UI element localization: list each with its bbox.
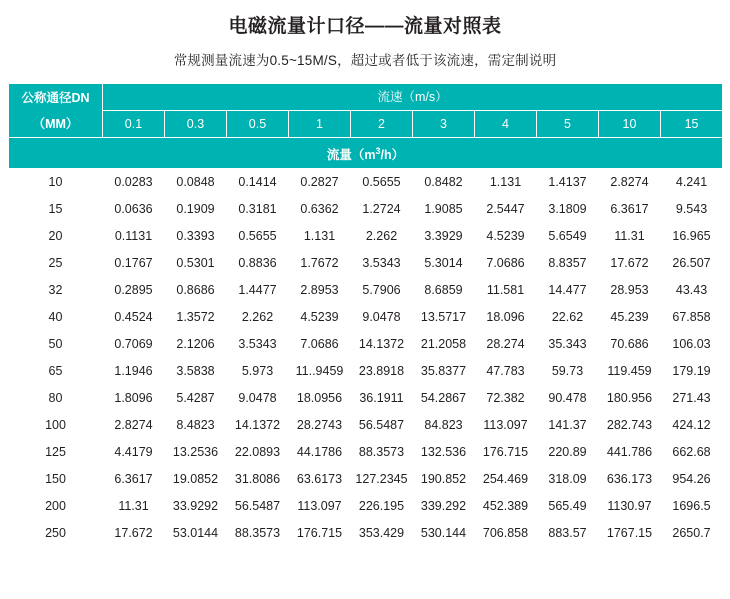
- table-row: [9, 169, 723, 196]
- cell-flow: 7.0686: [475, 250, 537, 277]
- cell-flow: 47.783: [475, 358, 537, 385]
- cell-flow: 706.858: [475, 520, 537, 547]
- cell-flow: 1.9085: [413, 196, 475, 223]
- cell-flow: 88.3573: [227, 520, 289, 547]
- header-speed-value: 5: [537, 111, 599, 138]
- cell-flow: 2.8274: [103, 412, 165, 439]
- cell-flow: 9.0478: [351, 304, 413, 331]
- cell-flow: 1696.5: [661, 493, 723, 520]
- cell-flow: 190.852: [413, 466, 475, 493]
- cell-flow: 22.0893: [227, 439, 289, 466]
- table-row: [9, 439, 723, 466]
- cell-flow: 113.097: [289, 493, 351, 520]
- cell-flow: 0.3181: [227, 196, 289, 223]
- cell-flow: 0.1909: [165, 196, 227, 223]
- cell-flow: 5.6549: [537, 223, 599, 250]
- cell-flow: 1.1946: [103, 358, 165, 385]
- cell-dn: 250: [9, 520, 103, 547]
- cell-dn: 150: [9, 466, 103, 493]
- cell-flow: 353.429: [351, 520, 413, 547]
- table-row: [9, 385, 723, 412]
- flow-unit-sup: 3: [375, 146, 381, 156]
- cell-flow: 424.12: [661, 412, 723, 439]
- header-speed-value: 10: [599, 111, 661, 138]
- cell-flow: 7.0686: [289, 331, 351, 358]
- header-dn-line2: （MM）: [32, 116, 79, 131]
- cell-flow: 254.469: [475, 466, 537, 493]
- cell-flow: 119.459: [599, 358, 661, 385]
- cell-flow: 2.1206: [165, 331, 227, 358]
- cell-flow: 2.8953: [289, 277, 351, 304]
- cell-flow: 2.8274: [599, 169, 661, 196]
- flow-unit-prefix: 流量（m: [326, 148, 376, 163]
- cell-dn: 10: [9, 169, 103, 196]
- cell-flow: 18.0956: [289, 385, 351, 412]
- cell-flow: 441.786: [599, 439, 661, 466]
- header-cell-speed: 流速（m/s）: [103, 84, 723, 111]
- cell-flow: 9.543: [661, 196, 723, 223]
- cell-flow: 14.1372: [351, 331, 413, 358]
- cell-flow: 0.5301: [165, 250, 227, 277]
- cell-flow: 176.715: [289, 520, 351, 547]
- cell-flow: 1.8096: [103, 385, 165, 412]
- cell-flow: 1767.15: [599, 520, 661, 547]
- table-row: [9, 412, 723, 439]
- cell-flow: 3.5343: [351, 250, 413, 277]
- cell-dn: 25: [9, 250, 103, 277]
- cell-flow: 3.5343: [227, 331, 289, 358]
- cell-flow: 2650.7: [661, 520, 723, 547]
- cell-flow: 35.343: [537, 331, 599, 358]
- page-title: 电磁流量计口径——流量对照表: [228, 16, 502, 37]
- cell-flow: 21.2058: [413, 331, 475, 358]
- cell-flow: 0.0283: [103, 169, 165, 196]
- cell-flow: 45.239: [599, 304, 661, 331]
- cell-flow: 179.19: [661, 358, 723, 385]
- cell-flow: 2.5447: [475, 196, 537, 223]
- header-speed-value: 0.5: [227, 111, 289, 138]
- cell-flow: 339.292: [413, 493, 475, 520]
- cell-flow: 0.5655: [227, 223, 289, 250]
- cell-flow: 0.1767: [103, 250, 165, 277]
- cell-flow: 23.8918: [351, 358, 413, 385]
- cell-flow: 59.73: [537, 358, 599, 385]
- cell-flow: 282.743: [599, 412, 661, 439]
- cell-flow: 28.2743: [289, 412, 351, 439]
- cell-flow: 220.89: [537, 439, 599, 466]
- cell-flow: 0.6362: [289, 196, 351, 223]
- cell-flow: 72.382: [475, 385, 537, 412]
- cell-flow: 141.37: [537, 412, 599, 439]
- cell-flow: 56.5487: [227, 493, 289, 520]
- cell-flow: 0.4524: [103, 304, 165, 331]
- header-speed-value: 3: [413, 111, 475, 138]
- header-cell-flow-unit: [9, 138, 723, 169]
- cell-dn: 65: [9, 358, 103, 385]
- cell-flow: 0.2895: [103, 277, 165, 304]
- cell-flow: 17.672: [599, 250, 661, 277]
- cell-flow: 4.5239: [475, 223, 537, 250]
- cell-flow: 1.131: [289, 223, 351, 250]
- cell-dn: 32: [9, 277, 103, 304]
- cell-flow: 0.0636: [103, 196, 165, 223]
- cell-dn: 15: [9, 196, 103, 223]
- cell-flow: 14.477: [537, 277, 599, 304]
- cell-flow: 132.536: [413, 439, 475, 466]
- cell-flow: 4.5239: [289, 304, 351, 331]
- cell-flow: 1.7672: [289, 250, 351, 277]
- cell-flow: 22.62: [537, 304, 599, 331]
- cell-flow: 1.3572: [165, 304, 227, 331]
- cell-flow: 6.3617: [599, 196, 661, 223]
- header-speed-value: 4: [475, 111, 537, 138]
- cell-flow: 31.8086: [227, 466, 289, 493]
- cell-flow: 11.31: [599, 223, 661, 250]
- table-row: [9, 196, 723, 223]
- cell-flow: 271.43: [661, 385, 723, 412]
- table-row: [9, 358, 723, 385]
- table-row: [9, 277, 723, 304]
- header-dn-line1: 公称通径DN: [21, 90, 90, 105]
- header-speed-value: 0.3: [165, 111, 227, 138]
- cell-dn: 125: [9, 439, 103, 466]
- cell-flow: 127.2345: [351, 466, 413, 493]
- header-row-flow-unit: [9, 138, 723, 169]
- cell-flow: 0.2827: [289, 169, 351, 196]
- table-row: [9, 466, 723, 493]
- cell-flow: 3.1809: [537, 196, 599, 223]
- cell-flow: 9.0478: [227, 385, 289, 412]
- table-row: [9, 520, 723, 547]
- cell-dn: 80: [9, 385, 103, 412]
- flow-unit-suffix: /h）: [380, 148, 405, 163]
- cell-flow: 14.1372: [227, 412, 289, 439]
- cell-flow: 318.09: [537, 466, 599, 493]
- cell-flow: 8.4823: [165, 412, 227, 439]
- header-speed-value: 15: [661, 111, 723, 138]
- cell-flow: 11..9459: [289, 358, 351, 385]
- cell-flow: 176.715: [475, 439, 537, 466]
- cell-flow: 67.858: [661, 304, 723, 331]
- cell-flow: 662.68: [661, 439, 723, 466]
- cell-flow: 1.2724: [351, 196, 413, 223]
- cell-flow: 2.262: [227, 304, 289, 331]
- cell-flow: 3.3929: [413, 223, 475, 250]
- cell-flow: 28.953: [599, 277, 661, 304]
- cell-flow: 5.3014: [413, 250, 475, 277]
- cell-flow: 36.1911: [351, 385, 413, 412]
- cell-flow: 5.7906: [351, 277, 413, 304]
- cell-flow: 0.0848: [165, 169, 227, 196]
- cell-flow: 0.8482: [413, 169, 475, 196]
- cell-dn: 200: [9, 493, 103, 520]
- cell-flow: 0.8836: [227, 250, 289, 277]
- cell-flow: 5.4287: [165, 385, 227, 412]
- header-speed-value: 0.1: [103, 111, 165, 138]
- cell-flow: 33.9292: [165, 493, 227, 520]
- cell-flow: 883.57: [537, 520, 599, 547]
- table-header: [9, 84, 723, 169]
- cell-flow: 636.173: [599, 466, 661, 493]
- table-row: [9, 250, 723, 277]
- cell-flow: 84.823: [413, 412, 475, 439]
- cell-flow: 5.973: [227, 358, 289, 385]
- cell-flow: 63.6173: [289, 466, 351, 493]
- cell-flow: 452.389: [475, 493, 537, 520]
- header-speed-value: 2: [351, 111, 413, 138]
- cell-flow: 35.8377: [413, 358, 475, 385]
- cell-flow: 226.195: [351, 493, 413, 520]
- cell-flow: 53.0144: [165, 520, 227, 547]
- cell-dn: 20: [9, 223, 103, 250]
- cell-flow: 530.144: [413, 520, 475, 547]
- cell-flow: 11.581: [475, 277, 537, 304]
- cell-flow: 1.4137: [537, 169, 599, 196]
- page-subtitle: 常规测量流速为0.5~15M/S，超过或者低于该流速，需定制说明: [173, 53, 557, 68]
- cell-flow: 17.672: [103, 520, 165, 547]
- header-row-speed: [9, 84, 723, 111]
- cell-flow: 0.1414: [227, 169, 289, 196]
- cell-flow: 0.7069: [103, 331, 165, 358]
- cell-flow: 11.31: [103, 493, 165, 520]
- cell-flow: 0.1131: [103, 223, 165, 250]
- cell-flow: 56.5487: [351, 412, 413, 439]
- cell-flow: 1130.97: [599, 493, 661, 520]
- cell-flow: 6.3617: [103, 466, 165, 493]
- cell-dn: 50: [9, 331, 103, 358]
- cell-flow: 106.03: [661, 331, 723, 358]
- cell-flow: 0.5655: [351, 169, 413, 196]
- page-root: [0, 11, 730, 599]
- cell-flow: 3.5838: [165, 358, 227, 385]
- flow-comparison-table: [8, 83, 723, 547]
- table-row: [9, 493, 723, 520]
- cell-flow: 70.686: [599, 331, 661, 358]
- cell-flow: 4.4179: [103, 439, 165, 466]
- cell-flow: 44.1786: [289, 439, 351, 466]
- cell-flow: 2.262: [351, 223, 413, 250]
- table-row: [9, 331, 723, 358]
- cell-flow: 8.6859: [413, 277, 475, 304]
- cell-flow: 43.43: [661, 277, 723, 304]
- cell-flow: 18.096: [475, 304, 537, 331]
- cell-flow: 565.49: [537, 493, 599, 520]
- cell-dn: 100: [9, 412, 103, 439]
- cell-flow: 180.956: [599, 385, 661, 412]
- cell-dn: 40: [9, 304, 103, 331]
- cell-flow: 54.2867: [413, 385, 475, 412]
- cell-flow: 13.5717: [413, 304, 475, 331]
- cell-flow: 0.3393: [165, 223, 227, 250]
- header-row-speed-values: [9, 111, 723, 138]
- cell-flow: 8.8357: [537, 250, 599, 277]
- table-row: [9, 304, 723, 331]
- cell-flow: 90.478: [537, 385, 599, 412]
- cell-flow: 28.274: [475, 331, 537, 358]
- table-row: [9, 223, 723, 250]
- cell-flow: 4.241: [661, 169, 723, 196]
- cell-flow: 16.965: [661, 223, 723, 250]
- cell-flow: 113.097: [475, 412, 537, 439]
- cell-flow: 26.507: [661, 250, 723, 277]
- cell-flow: 13.2536: [165, 439, 227, 466]
- cell-flow: 19.0852: [165, 466, 227, 493]
- cell-flow: 88.3573: [351, 439, 413, 466]
- table-body: [9, 169, 723, 547]
- header-cell-dn: [9, 84, 103, 138]
- cell-flow: 954.26: [661, 466, 723, 493]
- header-speed-value: 1: [289, 111, 351, 138]
- cell-flow: 1.131: [475, 169, 537, 196]
- cell-flow: 0.8686: [165, 277, 227, 304]
- cell-flow: 1.4477: [227, 277, 289, 304]
